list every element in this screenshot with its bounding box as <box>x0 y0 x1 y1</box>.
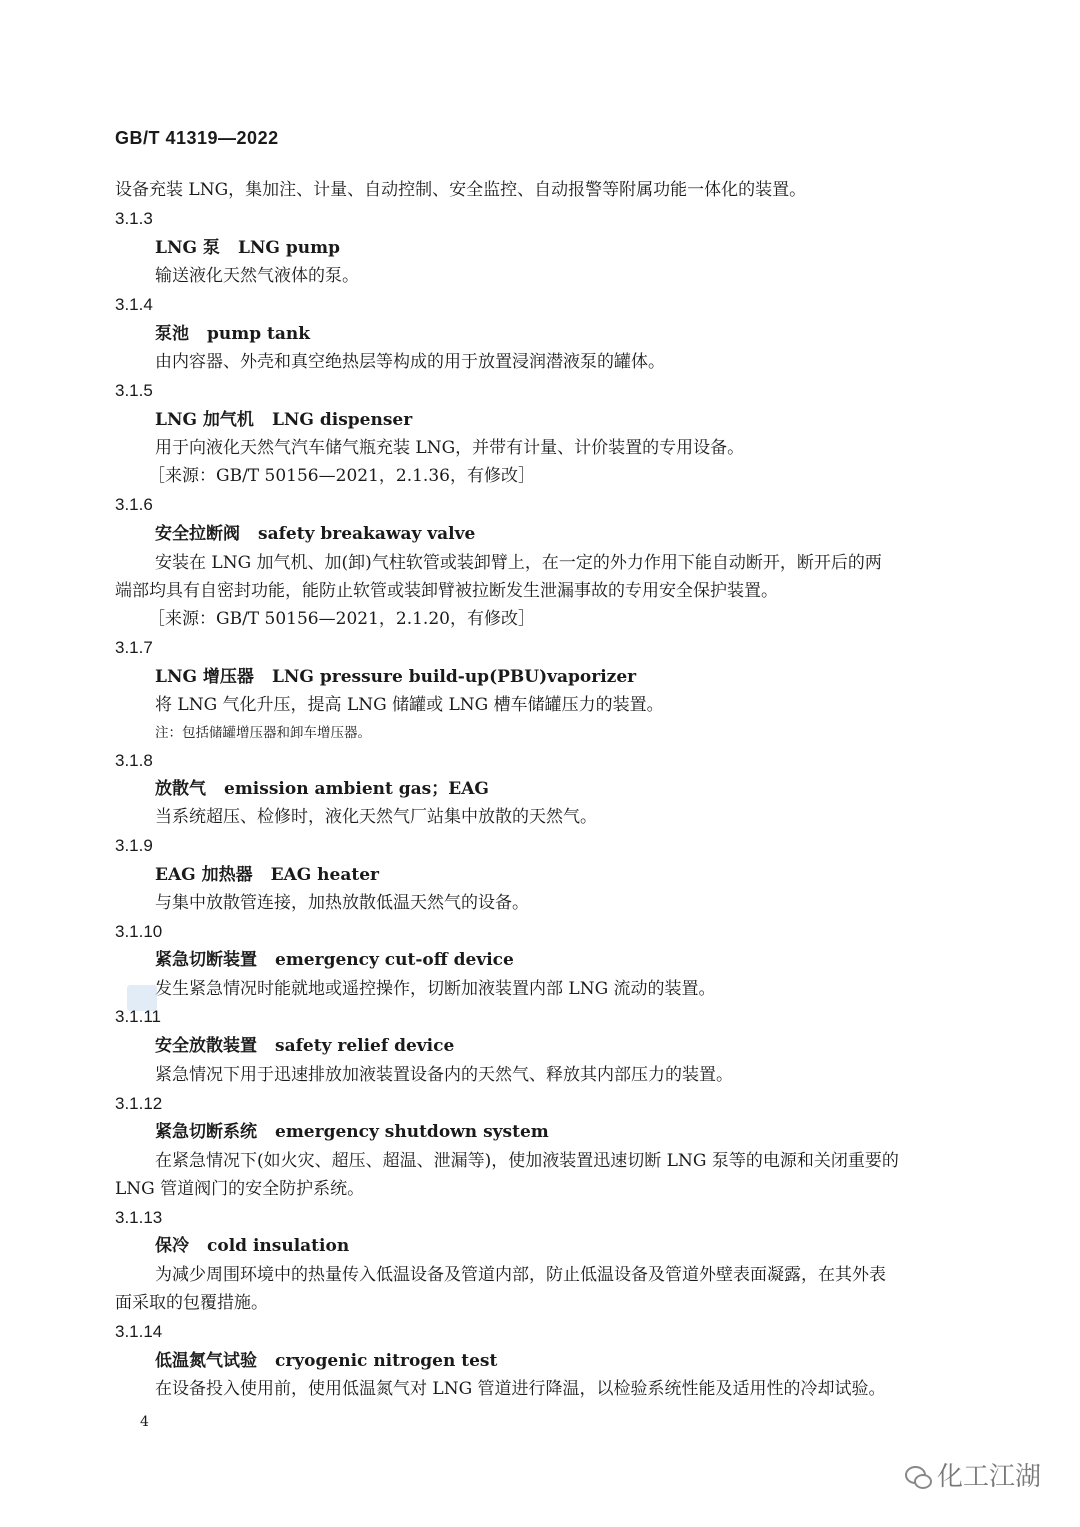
clause-number: 3.1.10 <box>115 922 163 941</box>
clause-number: 3.1.6 <box>115 495 153 514</box>
term-title <box>155 322 310 346</box>
clause-number: 3.1.11 <box>115 1007 162 1026</box>
clause-number: 3.1.4 <box>115 295 153 314</box>
term-title <box>155 863 379 887</box>
term-title <box>155 408 412 432</box>
term-definition: 在紧急情况下(如火灾、超压、超温、泄漏等)，使加液装置迅速切断 LNG 泵等的电源和关闭重要的 <box>155 1151 899 1171</box>
term-title <box>155 948 514 972</box>
term-definition: 发生紧急情况时能就地或遥控操作，切断加液装置内部 LNG 流动的装置。 <box>155 979 716 999</box>
term-cn: 紧急切断系统 <box>155 1122 257 1142</box>
wechat-icon <box>905 1466 931 1488</box>
term-cn: 安全放散装置 <box>155 1036 257 1056</box>
term-note: 注：包括储罐增压器和卸车增压器。 <box>155 725 371 741</box>
term-definition: 将 LNG 气化升压，提高 LNG 储罐或 LNG 槽车储罐压力的装置。 <box>155 695 664 715</box>
clause-number: 3.1.14 <box>115 1322 163 1341</box>
term-title <box>155 777 489 801</box>
term-cn: 低温氮气试验 <box>155 1351 257 1371</box>
term-cn: LNG 泵 <box>155 238 220 258</box>
term-title <box>155 1349 497 1373</box>
wechat-watermark <box>905 1462 1042 1492</box>
term-en: LNG dispenser <box>271 410 413 430</box>
standard-header: GB/T 41319—2022 <box>115 128 279 148</box>
term-definition: 输送液化天然气液体的泵。 <box>155 266 359 286</box>
term-en: safety relief device <box>275 1036 455 1056</box>
term-en: emergency cut-off device <box>275 950 514 970</box>
term-en: pump tank <box>207 324 311 344</box>
term-title <box>155 1234 349 1258</box>
term-definition-continued: 面采取的包覆措施。 <box>115 1293 268 1313</box>
term-definition: 由内容器、外壳和真空绝热层等构成的用于放置浸润潜液泵的罐体。 <box>155 352 665 372</box>
term-title <box>155 1034 454 1058</box>
term-definition: 紧急情况下用于迅速排放加液装置设备内的天然气、释放其内部压力的装置。 <box>155 1065 733 1085</box>
source-reference: ［来源：GB/T 50156—2021，2.1.20，有修改］ <box>148 609 535 629</box>
term-cn: 紧急切断装置 <box>155 950 257 970</box>
term-title <box>155 1120 549 1144</box>
term-cn: LNG 增压器 <box>155 667 254 687</box>
term-cn: 放散气 <box>155 779 206 799</box>
clause-number: 3.1.8 <box>115 751 153 770</box>
term-title <box>155 665 636 689</box>
term-cn: 保冷 <box>155 1236 189 1256</box>
clause-number: 3.1.12 <box>115 1094 163 1113</box>
term-en: cold insulation <box>207 1236 350 1256</box>
term-definition: 为减少周围环境中的热量传入低温设备及管道内部，防止低温设备及管道外壁表面凝露，在其外表 <box>155 1265 886 1285</box>
term-en: EAG heater <box>270 865 379 885</box>
term-en: LNG pump <box>237 238 340 258</box>
term-cn: LNG 加气机 <box>155 410 254 430</box>
term-definition: 安装在 LNG 加气机、加(卸)气柱软管或装卸臂上，在一定的外力作用下能自动断开，断开后的两 <box>155 553 882 573</box>
term-cn: 泵池 <box>155 324 189 344</box>
term-en: LNG pressure build-up(PBU)vaporizer <box>271 667 637 687</box>
term-en: safety breakaway valve <box>258 524 476 544</box>
watermark-text: 化工江湖 <box>937 1462 1042 1492</box>
clause-number: 3.1.3 <box>115 209 153 228</box>
term-cn: EAG 加热器 <box>155 865 253 885</box>
term-definition: 用于向液化天然气汽车储气瓶充装 LNG，并带有计量、计价装置的专用设备。 <box>155 438 745 458</box>
clause-number: 3.1.5 <box>115 381 153 400</box>
clause-number: 3.1.9 <box>115 836 153 855</box>
term-title <box>155 236 340 260</box>
term-en: emission ambient gas；EAG <box>224 779 489 799</box>
term-definition: 当系统超压、检修时，液化天然气厂站集中放散的天然气。 <box>155 807 597 827</box>
term-title <box>155 522 475 546</box>
term-cn: 安全拉断阀 <box>155 524 240 544</box>
term-definition-continued: LNG 管道阀门的安全防护系统。 <box>115 1179 365 1199</box>
source-reference: ［来源：GB/T 50156—2021，2.1.36，有修改］ <box>148 466 535 486</box>
intro-line: 设备充装 LNG，集加注、计量、自动控制、安全监控、自动报警等附属功能一体化的装置。 <box>115 180 807 200</box>
term-definition: 在设备投入使用前，使用低温氮气对 LNG 管道进行降温，以检验系统性能及适用性的冷却试验。 <box>155 1379 886 1399</box>
clause-number: 3.1.13 <box>115 1208 163 1227</box>
term-definition: 与集中放散管连接，加热放散低温天然气的设备。 <box>155 893 529 913</box>
clause-number: 3.1.7 <box>115 638 153 657</box>
term-en: cryogenic nitrogen test <box>275 1351 498 1371</box>
term-definition-continued: 端部均具有自密封功能，能防止软管或装卸臂被拉断发生泄漏事故的专用安全保护装置。 <box>115 581 778 601</box>
page-number: 4 <box>140 1414 149 1430</box>
term-en: emergency shutdown system <box>275 1122 549 1142</box>
